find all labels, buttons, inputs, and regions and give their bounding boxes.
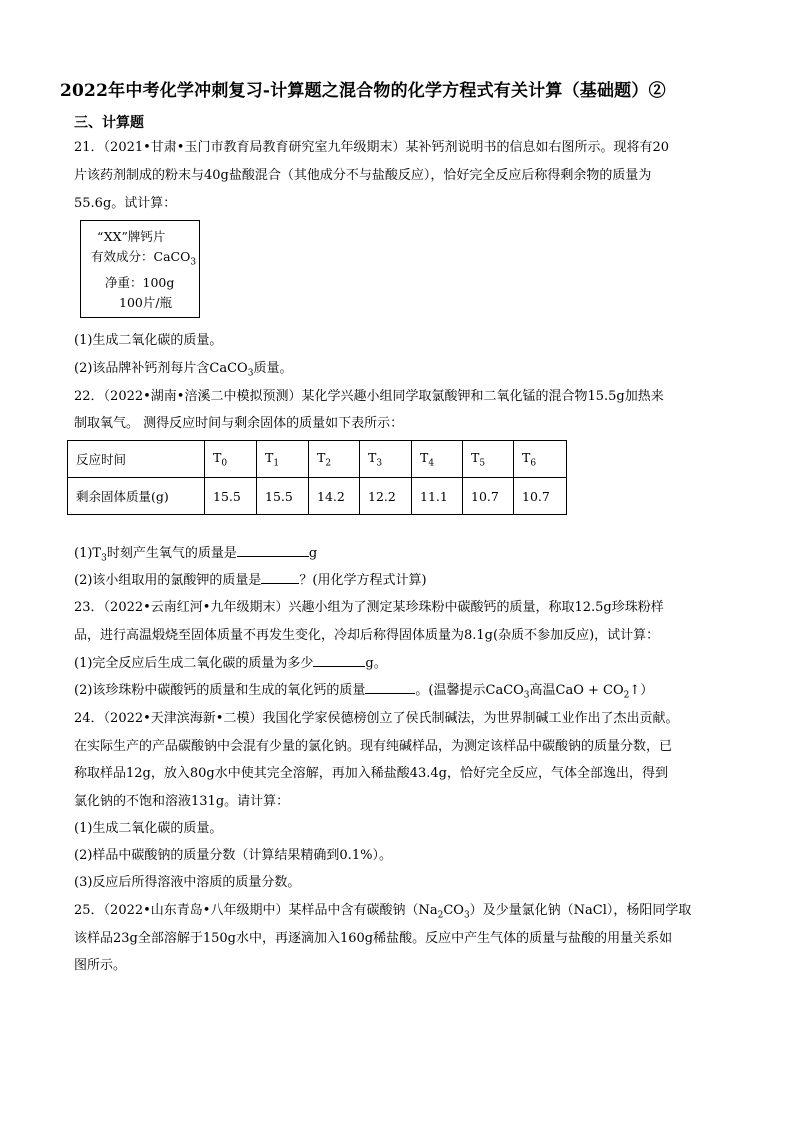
section-heading: 三、计算题: [74, 115, 144, 131]
q24-sub-3: (3)反应后所得溶液中溶质的质量分数。: [74, 875, 301, 890]
mass-cell: 15.5: [205, 478, 257, 515]
q25-line-3: 图所示。: [74, 958, 127, 973]
answer-blank[interactable]: [313, 652, 365, 667]
q22-line-2: 制取氧气。 测得反应时间与剩余固体的质量如下表所示：: [74, 416, 404, 431]
mass-cell: 10.7: [514, 478, 567, 515]
answer-blank[interactable]: [365, 679, 415, 694]
q24-line-4: 氯化钠的不饱和溶液131g。请计算：: [74, 794, 290, 809]
time-cell: $T_1$: [257, 441, 309, 478]
q24-sub-2: (2)样品中碳酸钠的质量分数（计算结果精确到0.1%）。: [74, 848, 392, 863]
reaction-data-table: [67, 440, 567, 515]
time-cell: $T_6$: [514, 441, 567, 478]
time-cell: $T_0$: [205, 441, 257, 478]
label-brand: “XX”牌钙片: [97, 229, 166, 244]
q23-sub-2: (2)该珍珠粉中碳酸钙的质量和生成的氧化钙的质量 。(温馨提示CaCO$_3$高温CaO + $CO_2↑$）: [74, 677, 724, 710]
q23-line-1: 23．（2022•云南红河•九年级期末）兴趣小组为了测定某珍珠粉中碳酸钙的质量，称取12.5g珍珠粉样: [74, 600, 664, 615]
time-cell: $T_4$: [412, 441, 463, 478]
label-count: 100片/瓶: [119, 294, 173, 310]
mass-cell: 15.5: [257, 478, 309, 515]
time-cell: $T_2$: [309, 441, 360, 478]
label-ingredient: 有效成分：CaCO$_3$: [91, 249, 197, 268]
time-cell: $T_3$: [360, 441, 412, 478]
time-cell: $T_5$: [463, 441, 514, 478]
mass-cell: 11.1: [412, 478, 463, 515]
table-row-mass: [68, 478, 567, 515]
row-label-mass: 剩余固体质量(g): [68, 478, 205, 515]
q24-line-3: 称取样品12g，放入80g水中使其完全溶解，再加入稀盐酸43.4g，恰好完全反应，气体全部逸出，得到: [74, 766, 668, 781]
q22-sub-2: (2)该小组取用的氯酸钾的质量是 ？(用化学方程式计算): [74, 567, 724, 595]
mass-cell: 14.2: [309, 478, 360, 515]
q21-sub-1: (1)生成二氧化碳的质量。: [74, 333, 223, 348]
q24-line-2: 在实际生产的产品碳酸钠中会混有少量的氯化钠。现有纯碱样品，为测定该样品中碳酸钠的质量分数，已: [74, 739, 673, 754]
q25-line-2: 该样品23g全部溶解于150g水中，再逐滴加入160g稀盐酸。反应中产生气体的质量与盐酸的用量关系如: [74, 931, 673, 946]
label-net-weight: 净重：100g: [105, 274, 175, 290]
answer-blank[interactable]: [237, 542, 309, 557]
mass-cell: 12.2: [360, 478, 412, 515]
q22-sub-1: $(1)T_3$时刻产生氧气的质量是 g: [74, 540, 724, 573]
q23-line-2: 品，进行高温煅烧至固体质量不再发生变化，冷却后称得固体质量为8.1g(杂质不参加反应)，试计算：: [74, 628, 660, 643]
q24-sub-1: (1)生成二氧化碳的质量。: [74, 821, 223, 836]
q21-line-2: 片该药剂制成的粉末与40g盐酸混合（其他成分不与盐酸反应），恰好完全反应后称得剩余物的质量为: [74, 168, 652, 183]
q22-line-1: 22．（2022•湖南•涪溪二中模拟预测）某化学兴趣小组同学取氯酸钾和二氧化锰的混合物15.5g加热来: [74, 389, 664, 404]
q21-sub-2: (2)该品牌补钙剂每片含CaCO$_3$质量。: [74, 361, 293, 379]
q23-sub-1: (1)完全反应后生成二氧化碳的质量为多少 g。: [74, 650, 724, 678]
row-label-time: 反应时间: [68, 441, 205, 478]
product-label-box: [80, 220, 200, 318]
page-title: 2022年中考化学冲刺复习-计算题之混合物的化学方程式有关计算（基础题）②: [60, 81, 666, 101]
q24-line-1: 24．（2022•天津滨海新•二模）我国化学家侯德榜创立了侯氏制碱法，为世界制碱工业作出了杰出贡献。: [74, 711, 679, 726]
table-row-time: [68, 441, 567, 478]
mass-cell: 10.7: [463, 478, 514, 515]
q25-line-1: 25．（2022•山东青岛•八年级期中）某样品中含有碳酸钠$(Na_2CO_3)$及少量氯化钠（NaCl），杨阳同学取: [74, 903, 692, 921]
answer-blank[interactable]: [261, 569, 299, 584]
q21-line-3: 55.6g。试计算：: [74, 196, 177, 211]
q21-line-1: 21．（2021•甘肃•玉门市教育局教育研究室九年级期末）某补钙剂说明书的信息如右图所示。现将有20: [74, 140, 670, 155]
